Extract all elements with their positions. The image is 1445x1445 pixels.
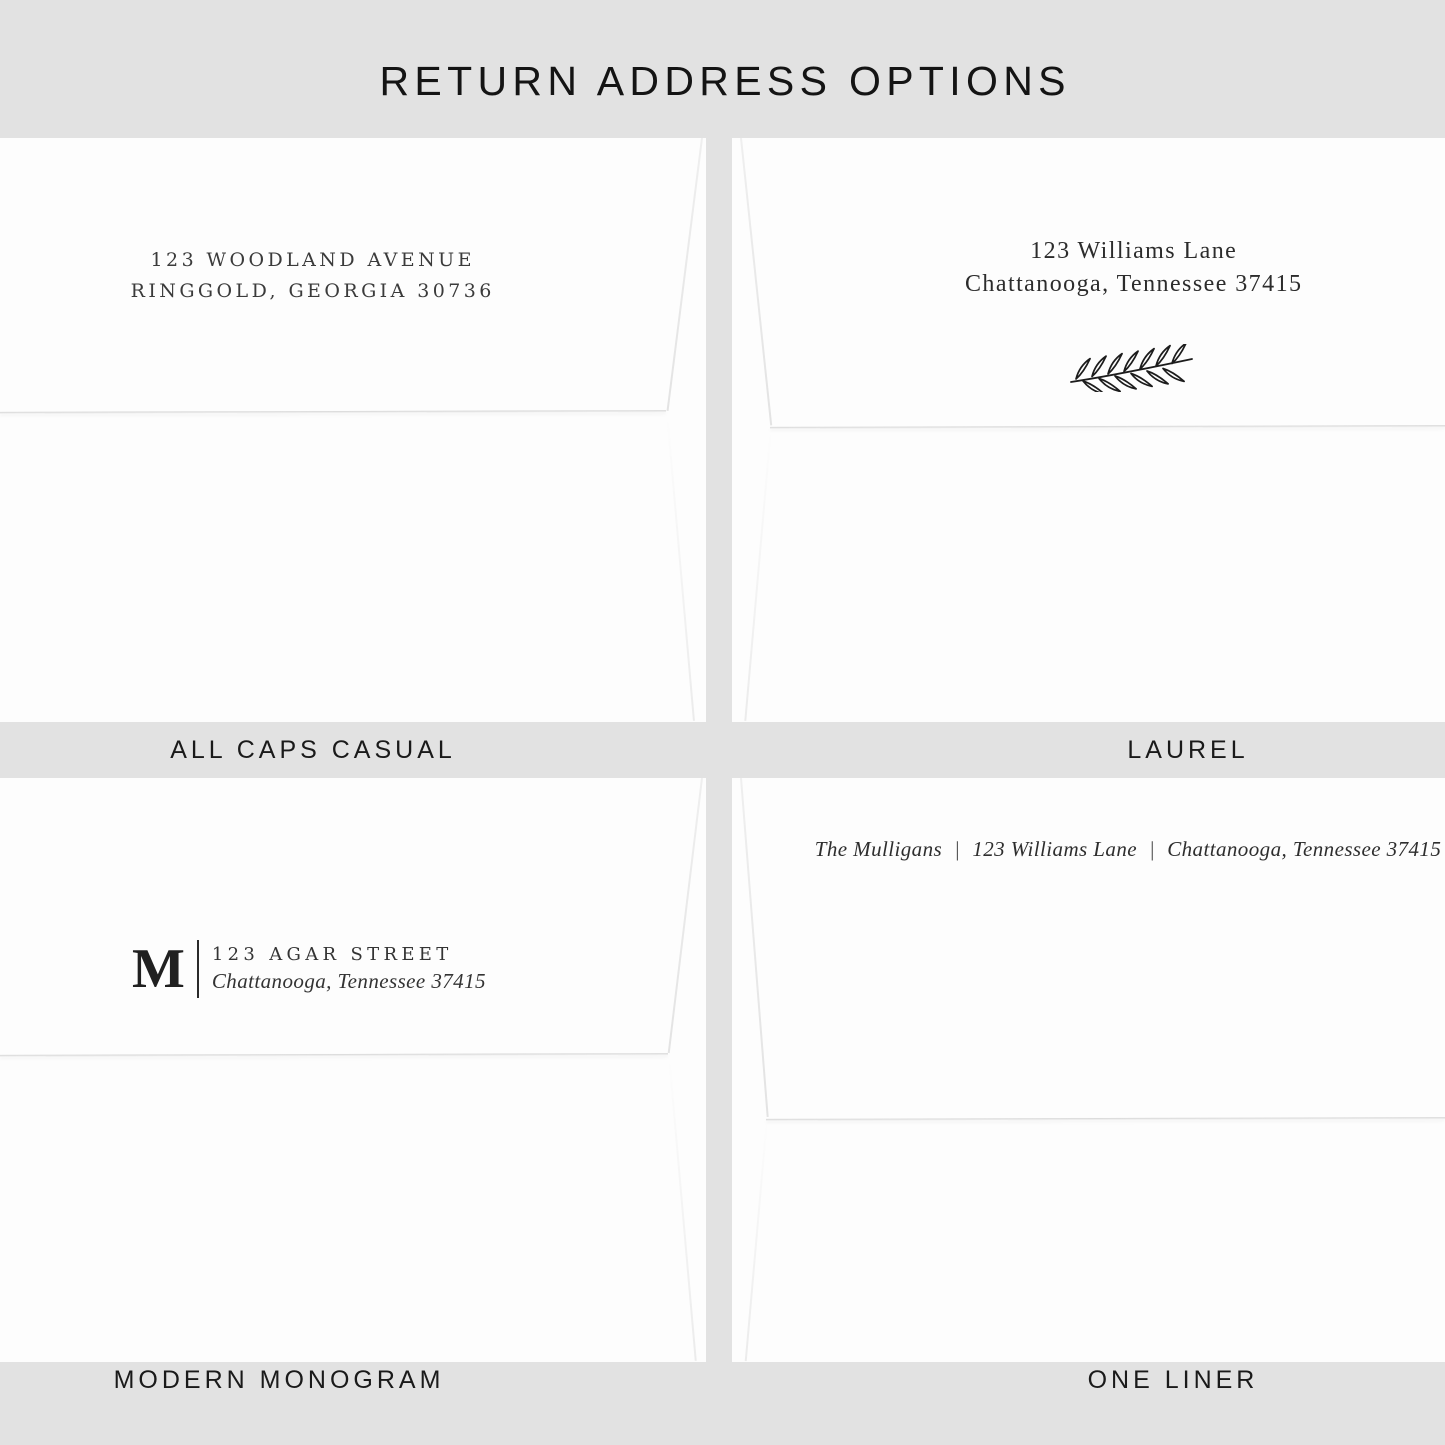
separator-bar: | <box>954 837 961 861</box>
style-label-modern-monogram: MODERN MONOGRAM <box>113 1366 445 1394</box>
monogram-divider-rule <box>197 940 199 998</box>
envelope-flap-edge <box>668 778 703 1053</box>
envelope-flap-edge <box>667 138 703 411</box>
address-line-2: Chattanooga, Tennessee 37415 <box>211 969 486 993</box>
envelope-flap-fold-line <box>0 1053 668 1057</box>
monogram-initial: M <box>132 938 185 1000</box>
return-address-modern-monogram <box>132 940 486 998</box>
envelope-panel-modern-monogram <box>0 778 706 1362</box>
monogram-address-lines <box>212 944 486 994</box>
envelope-flap-edge <box>740 138 772 426</box>
envelope-side-edge <box>666 413 695 721</box>
address-line-2: RINGGOLD, GEORGIA 30736 <box>130 280 495 302</box>
return-address-all-caps-casual <box>0 245 622 307</box>
return-address-one-liner <box>778 837 1445 862</box>
address-line-1: 123 WOODLAND AVENUE <box>150 249 475 271</box>
envelope-flap-fold-line <box>0 410 666 414</box>
envelope-flap-fold-line <box>766 1117 1445 1121</box>
style-label-all-caps-casual: ALL CAPS CASUAL <box>170 736 456 764</box>
style-label-one-liner: ONE LINER <box>1087 1366 1259 1394</box>
return-address-laurel <box>833 235 1433 301</box>
envelope-panel-all-caps-casual <box>0 138 706 722</box>
style-label-laurel: LAUREL <box>1127 736 1249 764</box>
envelope-panel-laurel <box>732 138 1445 722</box>
page-title: RETURN ADDRESS OPTIONS <box>379 58 1071 104</box>
envelope-side-edge <box>744 427 772 721</box>
address-line-2: Chattanooga, Tennessee 37415 <box>964 271 1303 297</box>
address-line-1: 123 AGAR STREET <box>211 944 453 965</box>
envelope-panel-one-liner <box>732 778 1445 1362</box>
street: 123 Williams Lane <box>972 837 1137 861</box>
envelope-side-edge <box>668 1055 697 1361</box>
laurel-branch-icon <box>1068 344 1195 392</box>
envelope-side-edge <box>745 1118 768 1361</box>
city-state-zip: Chattanooga, Tennessee 37415 <box>1167 837 1442 861</box>
address-line-1: 123 Williams Lane <box>1030 238 1238 264</box>
family-name: The Mulligans <box>814 837 943 861</box>
envelope-flap-edge <box>740 778 769 1117</box>
envelope-flap-fold-line <box>770 425 1445 429</box>
separator-bar: | <box>1148 837 1156 861</box>
